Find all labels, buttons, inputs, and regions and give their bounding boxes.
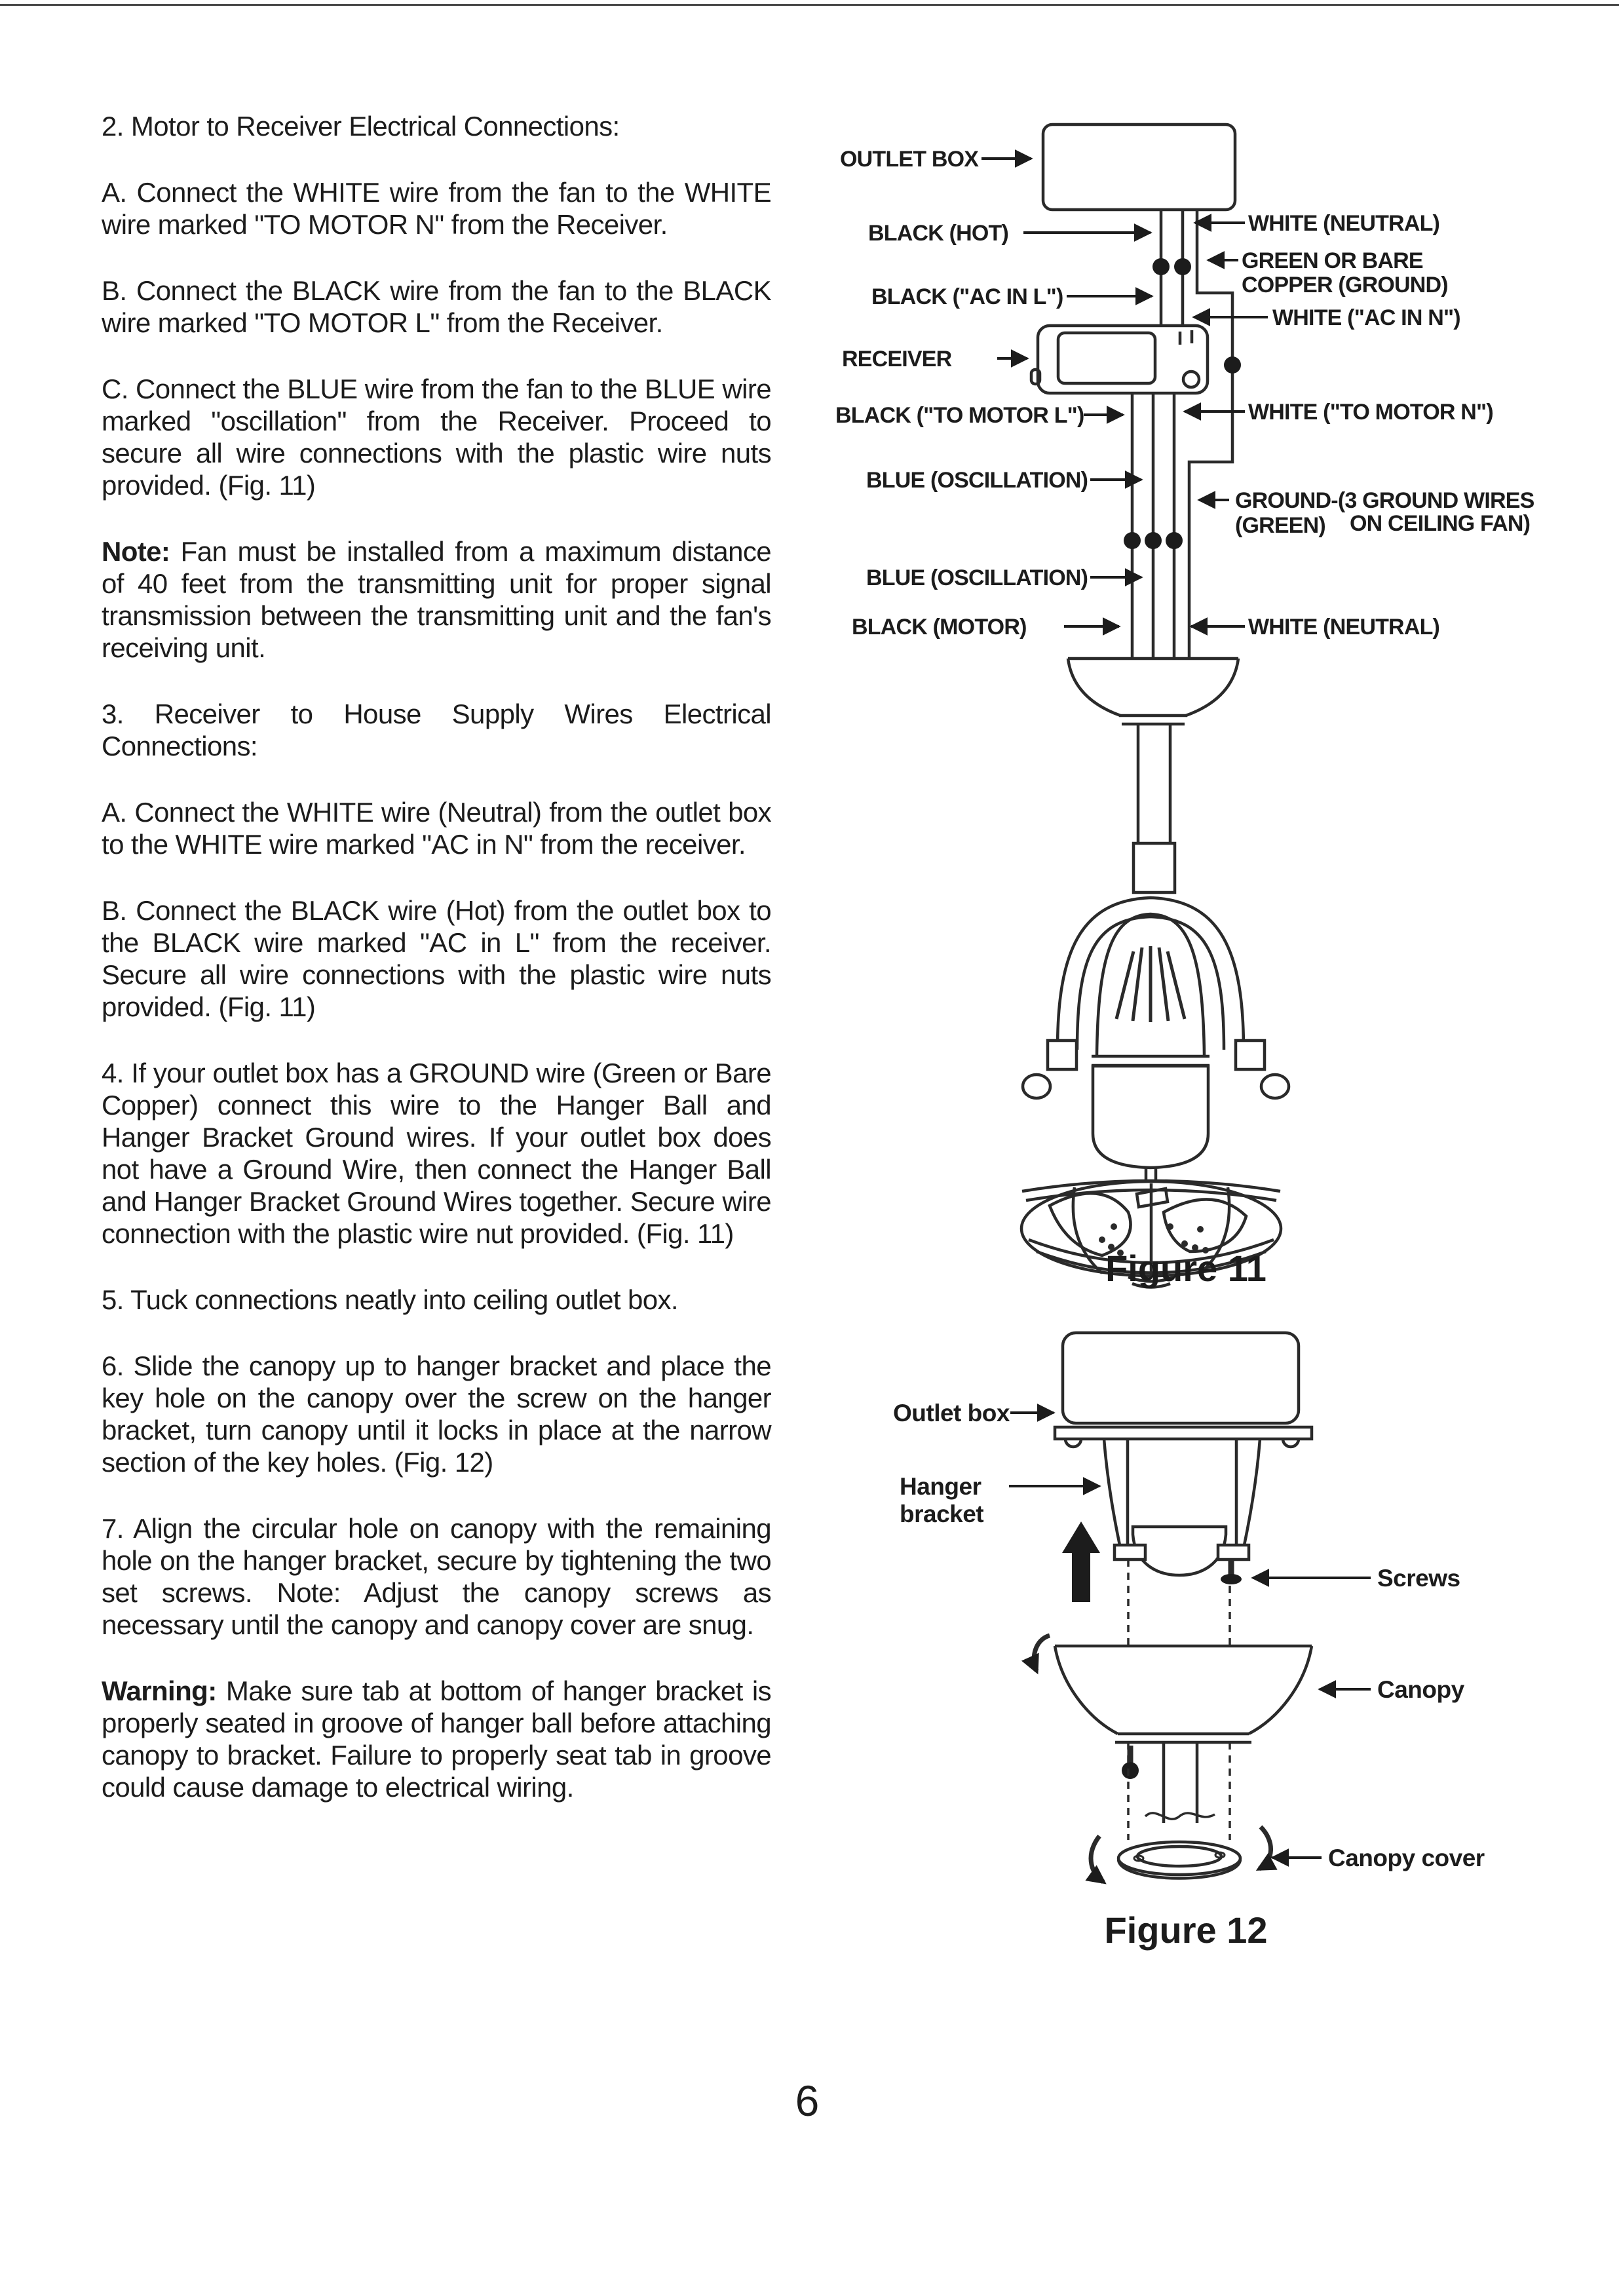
fig11-label-green-ground-1: GREEN OR BARE [1242,248,1423,273]
paragraph-text: B. Connect the BLACK wire (Hot) from the outlet box to the BLACK wire marked "AC in L" from the receiver. Secure all wire connections with the plastic wire nuts provided. (Fig. 11) [102,895,771,1022]
rotate-arrow-icon [1034,1636,1050,1671]
fan-arch-bracket [1048,1041,1076,1069]
paragraph-2c [102,373,771,501]
fig11-label-black-hot: BLACK (HOT) [868,221,1009,246]
fig12-label-outlet-box: Outlet box [893,1400,1010,1426]
paragraph-step5 [102,1284,771,1316]
fig11-label-black-to-motor-l: BLACK ("TO MOTOR L") [835,403,1084,428]
fig11-label-black-ac-in-l: BLACK ("AC IN L") [871,284,1063,309]
bracket-foot [1218,1545,1249,1559]
label-arrows [1009,1413,1371,1858]
fig11-label-black-motor: BLACK (MOTOR) [852,615,1027,640]
paragraph-note [102,535,771,664]
hanger-ball [1133,1527,1226,1575]
fig11-label-white-ac-in-n: WHITE ("AC IN N") [1272,305,1460,330]
fan-motor-body [1093,1066,1208,1168]
paragraph-step4 [102,1057,771,1250]
canopy-left [1055,1646,1118,1734]
figure12-caption: Figure 12 [1104,1909,1268,1951]
bracket-leg-right-outer [1244,1439,1260,1545]
figure11-caption: Figure 11 [1105,1248,1267,1289]
paragraph-text: Fan must be installed from a maximum distance of 40 feet from the transmitting unit for proper signal transmission between the transmitting unit and the fan's receiving unit. [102,536,771,663]
paragraph-text: Make sure tab at bottom of hanger bracket is properly seated in groove of hanger ball before attaching canopy to bracket. Failure to properly seat tab in groove could cause damage to electrical wiring. [102,1675,771,1803]
canopy-cover-ring-inner [1137,1846,1221,1866]
figure11-wiring-diagram [806,98,1619,1311]
paragraph-prefix-warning: Warning: [102,1675,217,1706]
fig11-label-blue-oscillation-2: BLUE (OSCILLATION) [866,565,1088,590]
fig11-label-outlet-box: OUTLET BOX [840,147,979,172]
fan-arch-bracket [1236,1041,1265,1069]
fig11-label-ground-wires-3: ON CEILING FAN) [1350,511,1531,536]
paragraph-text: 3. Receiver to House Supply Wires Electrical Connections: [102,698,771,761]
wire-ground [1189,210,1232,659]
bracket-foot [1114,1545,1145,1559]
figure12-canopy-diagram [806,1304,1619,1959]
paragraph-step7 [102,1512,771,1641]
paragraph-text: 4. If your outlet box has a GROUND wire (Green or Bare Copper) connect this wire to the Hanger Ball and Hanger Bracket Ground wires. If your outlet box does not have a Ground Wire, then connect the Hanger Ball and Hanger Bracket Ground Wires together. Secure wire connection with the plastic wire nut provided. (Fig. 11) [102,1058,771,1249]
fig12-label-screws: Screws [1377,1565,1460,1592]
page-top-scan-line [0,4,1619,6]
up-arrow-icon [1062,1521,1100,1602]
fan-blades [1050,1189,1246,1255]
instructions-column [102,110,771,1837]
paragraph-prefix-note: Note: [102,536,170,567]
rotate-arrow-icon [1259,1827,1271,1869]
fan-canopy-right [1186,659,1238,716]
paragraph-text: 7. Align the circular hole on canopy with the remaining hole on the hanger bracket, secure by tightening the two set screws. Note: Adjust the canopy screws as necessary until the canopy and canopy cover are snug. [102,1513,771,1640]
paragraph-3b [102,894,771,1023]
paragraph-text: 2. Motor to Receiver Electrical Connections: [102,111,620,142]
receiver-antenna-nub [1031,370,1040,384]
paragraph-3a [102,796,771,860]
fig11-label-green-ground-2: COPPER (GROUND) [1242,273,1448,297]
paragraph-2b [102,275,771,339]
paragraph-text: B. Connect the BLACK wire from the fan to the BLACK wire marked "TO MOTOR L" from the Receiver. [102,275,771,338]
paragraph-section3-heading [102,698,771,762]
fig12-label-canopy: Canopy [1377,1676,1464,1703]
screw-head [1122,1762,1139,1779]
fig11-label-white-neutral-bottom: WHITE (NEUTRAL) [1248,615,1440,640]
paragraph-section2-heading [102,110,771,142]
canopy-right [1249,1646,1312,1734]
paragraph-text: A. Connect the WHITE wire from the fan to the WHITE wire marked "TO MOTOR N" from the Receiver. [102,177,771,240]
rotate-arrow-icon [1091,1836,1103,1882]
screw-head [1221,1574,1242,1584]
fig11-label-receiver: RECEIVER [842,347,952,372]
paragraph-text: C. Connect the BLUE wire from the fan to the BLUE wire marked "oscillation" from the Receiver. Proceed to secure all wire connections with the plastic wire nuts provided. (Fig. 11) [102,373,771,501]
paragraph-text: A. Connect the WHITE wire (Neutral) from the outlet box to the WHITE wire marked "AC in N" from the receiver. [102,797,771,860]
downrod-coupler [1133,843,1175,892]
outlet-box-shape [1063,1333,1299,1423]
bracket-leg-left-outer [1104,1439,1120,1545]
outlet-box-shape [1043,124,1235,210]
fig11-label-blue-oscillation-1: BLUE (OSCILLATION) [866,468,1088,493]
fig11-label-ground-wires-1: GROUND-(3 GROUND WIRES [1235,488,1534,513]
fan-side-knob [1261,1075,1289,1098]
page-number: 6 [795,2076,820,2125]
fig11-label-ground-wires-2: (GREEN) [1235,513,1325,538]
fig12-label-hanger-bracket-1: Hanger [900,1473,981,1500]
fig11-label-white-to-motor-n: WHITE ("TO MOTOR N") [1248,400,1493,425]
fig12-label-canopy-cover: Canopy cover [1328,1845,1485,1871]
fan-motor-vents [1116,946,1185,1022]
fan-side-knob [1023,1075,1050,1098]
fig11-label-white-neutral-top: WHITE (NEUTRAL) [1248,211,1440,236]
fig12-label-hanger-bracket-2: bracket [900,1501,984,1527]
paragraph-text: 5. Tuck connections neatly into ceiling outlet box. [102,1284,678,1315]
paragraph-warning [102,1675,771,1803]
paragraph-step6 [102,1350,771,1478]
hanging-wire [1145,1813,1215,1819]
paragraph-text: 6. Slide the canopy up to hanger bracket and place the key hole on the canopy over the screw on the hanger bracket, turn canopy until it locks in place at the narrow section of the key holes. (Fig. 12) [102,1350,771,1478]
ceiling-plate [1055,1427,1312,1439]
fan-canopy-left [1068,659,1120,716]
paragraph-2a [102,176,771,240]
